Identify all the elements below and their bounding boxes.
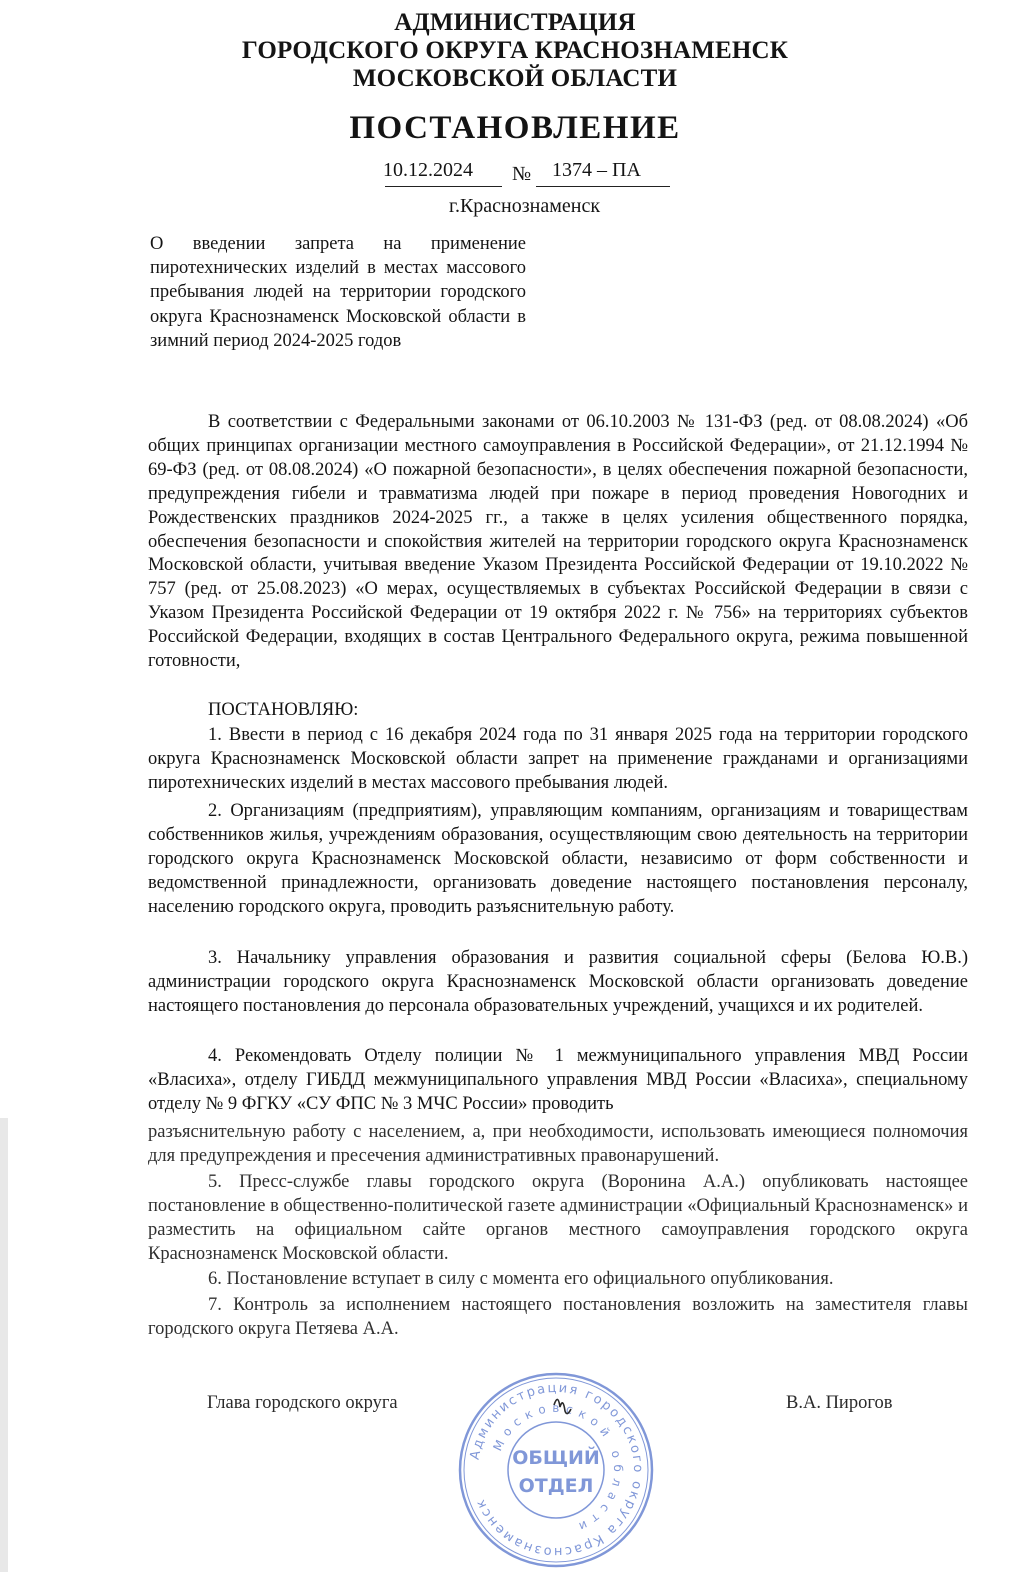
signatory-position: Глава городского округа — [207, 1393, 398, 1413]
clause-5: 5. Пресс-службе главы городского округа (Воронина А.А.) опубликовать настоящее постановление в общественно-политической газете администрации «Официальный Краснознаменск» и разместить на официальном сайте органов местного самоуправления городского округа Краснознаменск Московской области. — [148, 1172, 968, 1264]
header-line-2: ГОРОДСКОГО ОКРУГА КРАСНОЗНАМЕНСК — [241, 37, 789, 64]
official-stamp — [456, 1370, 656, 1570]
document-title: ПОСТАНОВЛЕНИЕ — [349, 110, 681, 146]
scan-edge — [0, 1118, 8, 1572]
number-underline — [536, 186, 670, 187]
signatory-name: В.А. Пирогов — [786, 1393, 893, 1413]
stamp-outer-text: Администрация городского округа Краснознаменск — [467, 1380, 646, 1560]
date-underline — [385, 186, 502, 187]
stamp-inner-ring — [508, 1422, 604, 1518]
header-line-3: МОСКОВСКОЙ ОБЛАСТИ — [352, 65, 678, 92]
stamp-center-1: ОБЩИЙ — [512, 1447, 600, 1469]
header-line-1: АДМИНИСТРАЦИЯ — [394, 9, 636, 36]
document-date: 10.12.2024 — [383, 159, 473, 181]
document-number: 1374 – ПА — [552, 159, 641, 181]
number-sign: № — [512, 163, 532, 185]
decree-word: ПОСТАНОВЛЯЮ: — [208, 700, 359, 720]
document-city: г.Краснознаменск — [449, 195, 601, 217]
document-subject: О введении запрета на применение пиротехнических изделий в местах массового пребывания людей на территории городского округа Краснознаменск Московской области в зимний период 2024-2025 годов — [150, 234, 526, 351]
preamble-paragraph: В соответствии с Федеральными законами от 06.10.2003 № 131-ФЗ (ред. от 08.08.2024) «Об общих принципах организации местного самоуправления в Российской Федерации», от 21.12.1994 № 69-ФЗ (ред. от 08.08.2024) «О пожарной безопасности», в целях обеспечения пожарной безопасности, предупреждения гибели и травматизма людей при пожаре в период проведения Новогодних и Рождественских праздников 2024-2025 гг., а также в целях усиления общественного порядка, обеспечения безопасности и спокойствия жителей на территории городского округа Краснознаменск Московской области, учитывая введение Указом Президента Российской Федерации от 19.10.2022 № 757 (ред. от 25.08.2023) «О мерах, осуществляемых в субъектах Российской Федерации в связи с Указом Президента Российской Федерации от 19 октября 2022 г. № 756» на территориях субъектов Российской Федерации, входящих в состав Центрального Федерального округа, режима повышенной готовности, — [148, 412, 968, 672]
clause-4: 4. Рекомендовать Отделу полиции № 1 межмуниципального управления МВД России «Власиха», отделу ГИБДД межмуниципального управления МВД России «Власиха», специальному отделу № 9 ФГКУ «СУ ФПС № 3 МЧС России» проводить — [148, 1046, 968, 1114]
stamp-inner-text: Московской области — [490, 1400, 626, 1537]
clause-7: 7. Контроль за исполнением настоящего постановления возложить на заместителя главы городского округа Петяева А.А. — [148, 1295, 968, 1339]
clause-3: 3. Начальнику управления образования и развития социальной сферы (Белова Ю.В.) администрации городского округа Краснознаменск Московской области организовать доведение настоящего постановления до персонала образовательных учреждений, учащихся и их родителей. — [148, 948, 968, 1016]
stamp-center-2: ОТДЕЛ — [518, 1475, 594, 1497]
clause-2: 2. Организациям (предприятиям), управляющим компаниям, организациям и товариществам собственников жилья, учреждениям образования, осуществляющим свою деятельность на территории городского округа Краснознаменск Московской области, независимо от форм собственности и ведомственной принадлежности, организовать доведение настоящего постановления персоналу, населению городского округа, проводить разъяснительную работу. — [148, 801, 968, 917]
clause-4-continued: разъяснительную работу с населением, а, при необходимости, использовать имеющиеся полномочия для предупреждения и пресечения административных правонарушений. — [148, 1122, 968, 1166]
clause-1: 1. Ввести в период с 16 декабря 2024 года по 31 января 2025 года на территории городского округа Краснознаменск Московской области запрет на применение гражданами и организациями пиротехнических изделий в местах массового пребывания людей. — [148, 725, 968, 793]
clause-6: 6. Постановление вступает в силу с момента его официального опубликования. — [208, 1269, 834, 1289]
